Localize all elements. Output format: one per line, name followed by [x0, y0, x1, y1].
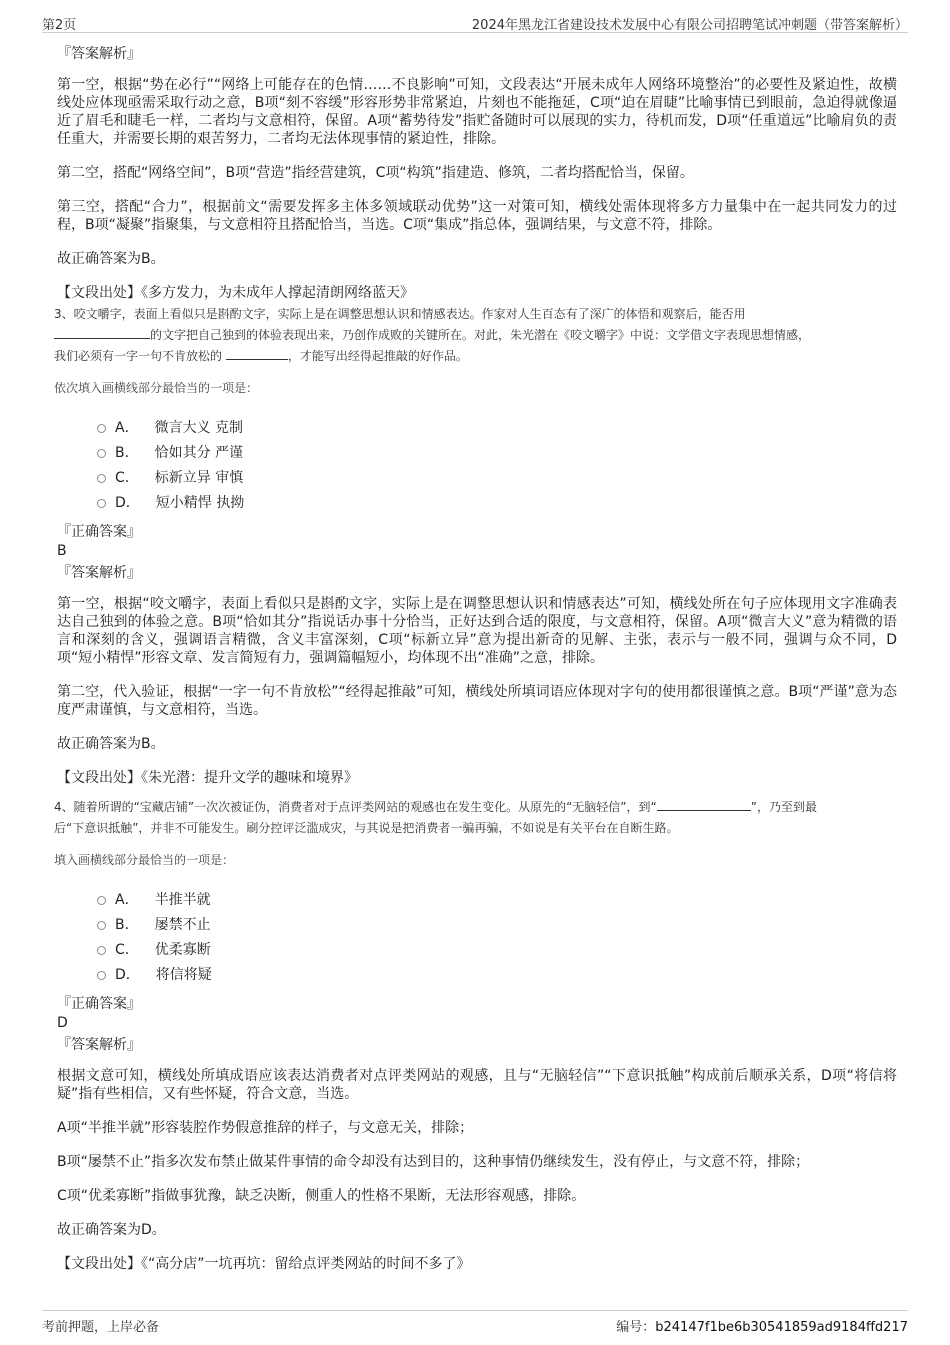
q4-stem: 4、随着所谓的“宝藏店铺”一次次被证伪，消费者对于点评类网站的观感也在发生变化。从原先的“无脑轻信”，到“ ”，乃至到最 后“下意识抵触”，并非不可能发生。刷分控评泛滥成灾，与其说是把消费者一骗再骗，不如说是有关平台在自断生路。: [54, 800, 817, 835]
q4-conclusion: 故正确答案为D。: [57, 1222, 166, 1238]
q3-analysis-para1: 第一空，根据“咬文嚼字，表面上看似只是斟酌文字，实际上是在调整思想认识和情感表达”可知，横线处所在句子应体现用文字准确表达自己独到的体验之意。B项“恰如其分”指说话办事十分恰当，正好达到合适的限度，与文意相符，保留。A项“微言大义”意为精微的语言和深刻的含义，强调语言精微，含义丰富深刻，C项“标新立异”意为提出新奇的见解、主张，表示与一般不同，强调与众不同，D项“短小精悍”形容文章、发言简短有力，强调篇幅短小，均体现不出“准确”之意，排除。: [57, 596, 897, 666]
q3-stem: 3、咬文嚼字，表面上看似只是斟酌文字，实际上是在调整思想认识和情感表达。作家对人生百态有了深广的体悟和观察后，能否用 的文字把自己独到的体验表现出来，乃创作成败的关键所在。对此，朱光潜在《咬文嚼字》中说：文学借文字表现思想情感， 我们必须有一字一句不肯放松的 ，才能写出经得起推敲的好作品。: [54, 307, 811, 363]
blank: [54, 326, 150, 339]
radio-icon[interactable]: [97, 424, 106, 433]
q3-analysis-label: 『答案解析』: [57, 565, 141, 581]
document-body: [54, 44, 897, 1273]
radio-icon[interactable]: [97, 474, 106, 483]
q4-analysis-para2: A项“半推半就”形容装腔作势假意推辞的样子，与文意无关，排除；: [57, 1120, 474, 1136]
q3-conclusion: 故正确答案为B。: [57, 736, 165, 752]
page-footer: [42, 1310, 908, 1337]
q4-prompt: 填入画横线部分最恰当的一项是：: [54, 853, 235, 867]
q3-answer-label: 『正确答案』: [57, 524, 141, 540]
document-title: 2024年黑龙江省建设技术发展中心有限公司招聘笔试冲刺题（带答案解析）: [471, 18, 908, 33]
q4-option-d[interactable]: D． 将信将疑: [57, 963, 897, 988]
radio-icon[interactable]: [97, 896, 106, 905]
q4-option-c[interactable]: C． 优柔寡断: [57, 938, 897, 963]
q3-prompt: 依次填入画横线部分最恰当的一项是：: [54, 381, 259, 395]
q3-analysis-para2: 第二空，代入验证，根据“一字一句不肯放松”“经得起推敲”可知，横线处所填词语应体现对字句的使用都很谨慎之意。B项“严谨”意为态度严肃谨慎，与文意相符，当选。: [57, 684, 897, 718]
q2-source: 【文段出处】《多方发力，为未成年人撑起清朗网络蓝天》: [57, 285, 414, 301]
q3-options: [57, 416, 897, 516]
q4-analysis-para1: 根据文意可知，横线处所填成语应该表达消费者对点评类网站的观感，且与“无脑轻信”“下意识抵触”构成前后顺承关系，D项“将信将疑”指有些相信，又有些怀疑，符合文意，当选。: [57, 1068, 897, 1102]
q4-analysis-label: 『答案解析』: [57, 1037, 141, 1053]
q4-option-b[interactable]: B． 屡禁不止: [57, 913, 897, 938]
q4-answer: D: [57, 1015, 68, 1031]
q2-analysis-label: 『答案解析』: [57, 46, 141, 62]
radio-icon[interactable]: [97, 449, 106, 458]
q2-conclusion: 故正确答案为B。: [57, 251, 165, 267]
q3-option-c[interactable]: C． 标新立异 审慎: [57, 466, 897, 491]
q4-option-a[interactable]: A． 半推半就: [57, 888, 897, 913]
q4-analysis-para3: B项“屡禁不止”指多次发布禁止做某件事情的命令却没有达到目的，这种事情仍继续发生，没有停止，与文意不符，排除；: [57, 1154, 810, 1170]
footer-slogan: 考前押题，上岸必备: [42, 1320, 160, 1335]
q4-answer-label: 『正确答案』: [57, 996, 141, 1012]
q2-analysis-para1: 第一空，根据“势在必行”“网络上可能存在的色情……不良影响”可知，文段表达“开展未成年人网络环境整治”的必要性及紧迫性，故横线处应体现亟需采取行动之意，B项“刻不容缓”形容形势非常紧迫，片刻也不能拖延，C项“迫在眉睫”比喻事情已到眼前，急迫得就像逼近了眉毛和睫毛一样，二者均与文意相符，保留。A项“蓄势待发”指贮备随时可以展现的实力，待机而发，D项“任重道远”比喻肩负的责任重大，并需要长期的艰苦努力，二者均无法体现事情的紧迫性，排除。: [57, 77, 897, 147]
radio-icon[interactable]: [97, 499, 106, 508]
q2-analysis-para3: 第三空，搭配“合力”，根据前文“需要发挥多主体多领域联动优势”这一对策可知，横线处需体现将多方力量集中在一起共同发力的过程，B项“凝聚”指聚集，与文意相符且搭配恰当，当选。C项“集成”指总体，强调结果，与文意不符，排除。: [57, 199, 897, 233]
blank: [226, 347, 288, 360]
page-number: 第2页: [42, 18, 77, 33]
q3-option-a[interactable]: A． 微言大义 克制: [57, 416, 897, 441]
q2-analysis-para2: 第二空，搭配“网络空间”，B项“营造”指经营建筑，C项“构筑”指建造、修筑，二者均搭配恰当，保留。: [57, 165, 694, 181]
page-header: [42, 12, 908, 33]
blank: [657, 798, 751, 811]
q3-answer: B: [57, 543, 67, 559]
q3-option-b[interactable]: B． 恰如其分 严谨: [57, 441, 897, 466]
q4-options: [57, 888, 897, 988]
q3-option-d[interactable]: D． 短小精悍 执拗: [57, 491, 897, 516]
radio-icon[interactable]: [97, 946, 106, 955]
radio-icon[interactable]: [97, 921, 106, 930]
q4-analysis-para4: C项“优柔寡断”指做事犹豫，缺乏决断，侧重人的性格不果断，无法形容观感，排除。: [57, 1188, 586, 1204]
q4-source: 【文段出处】《“高分店”一坑再坑：留给点评类网站的时间不多了》: [57, 1256, 471, 1272]
document-id: 编号：b24147f1be6b30541859ad9184ffd217: [616, 1320, 908, 1335]
radio-icon[interactable]: [97, 971, 106, 980]
q3-source: 【文段出处】《朱光潜：提升文学的趣味和境界》: [57, 770, 358, 786]
